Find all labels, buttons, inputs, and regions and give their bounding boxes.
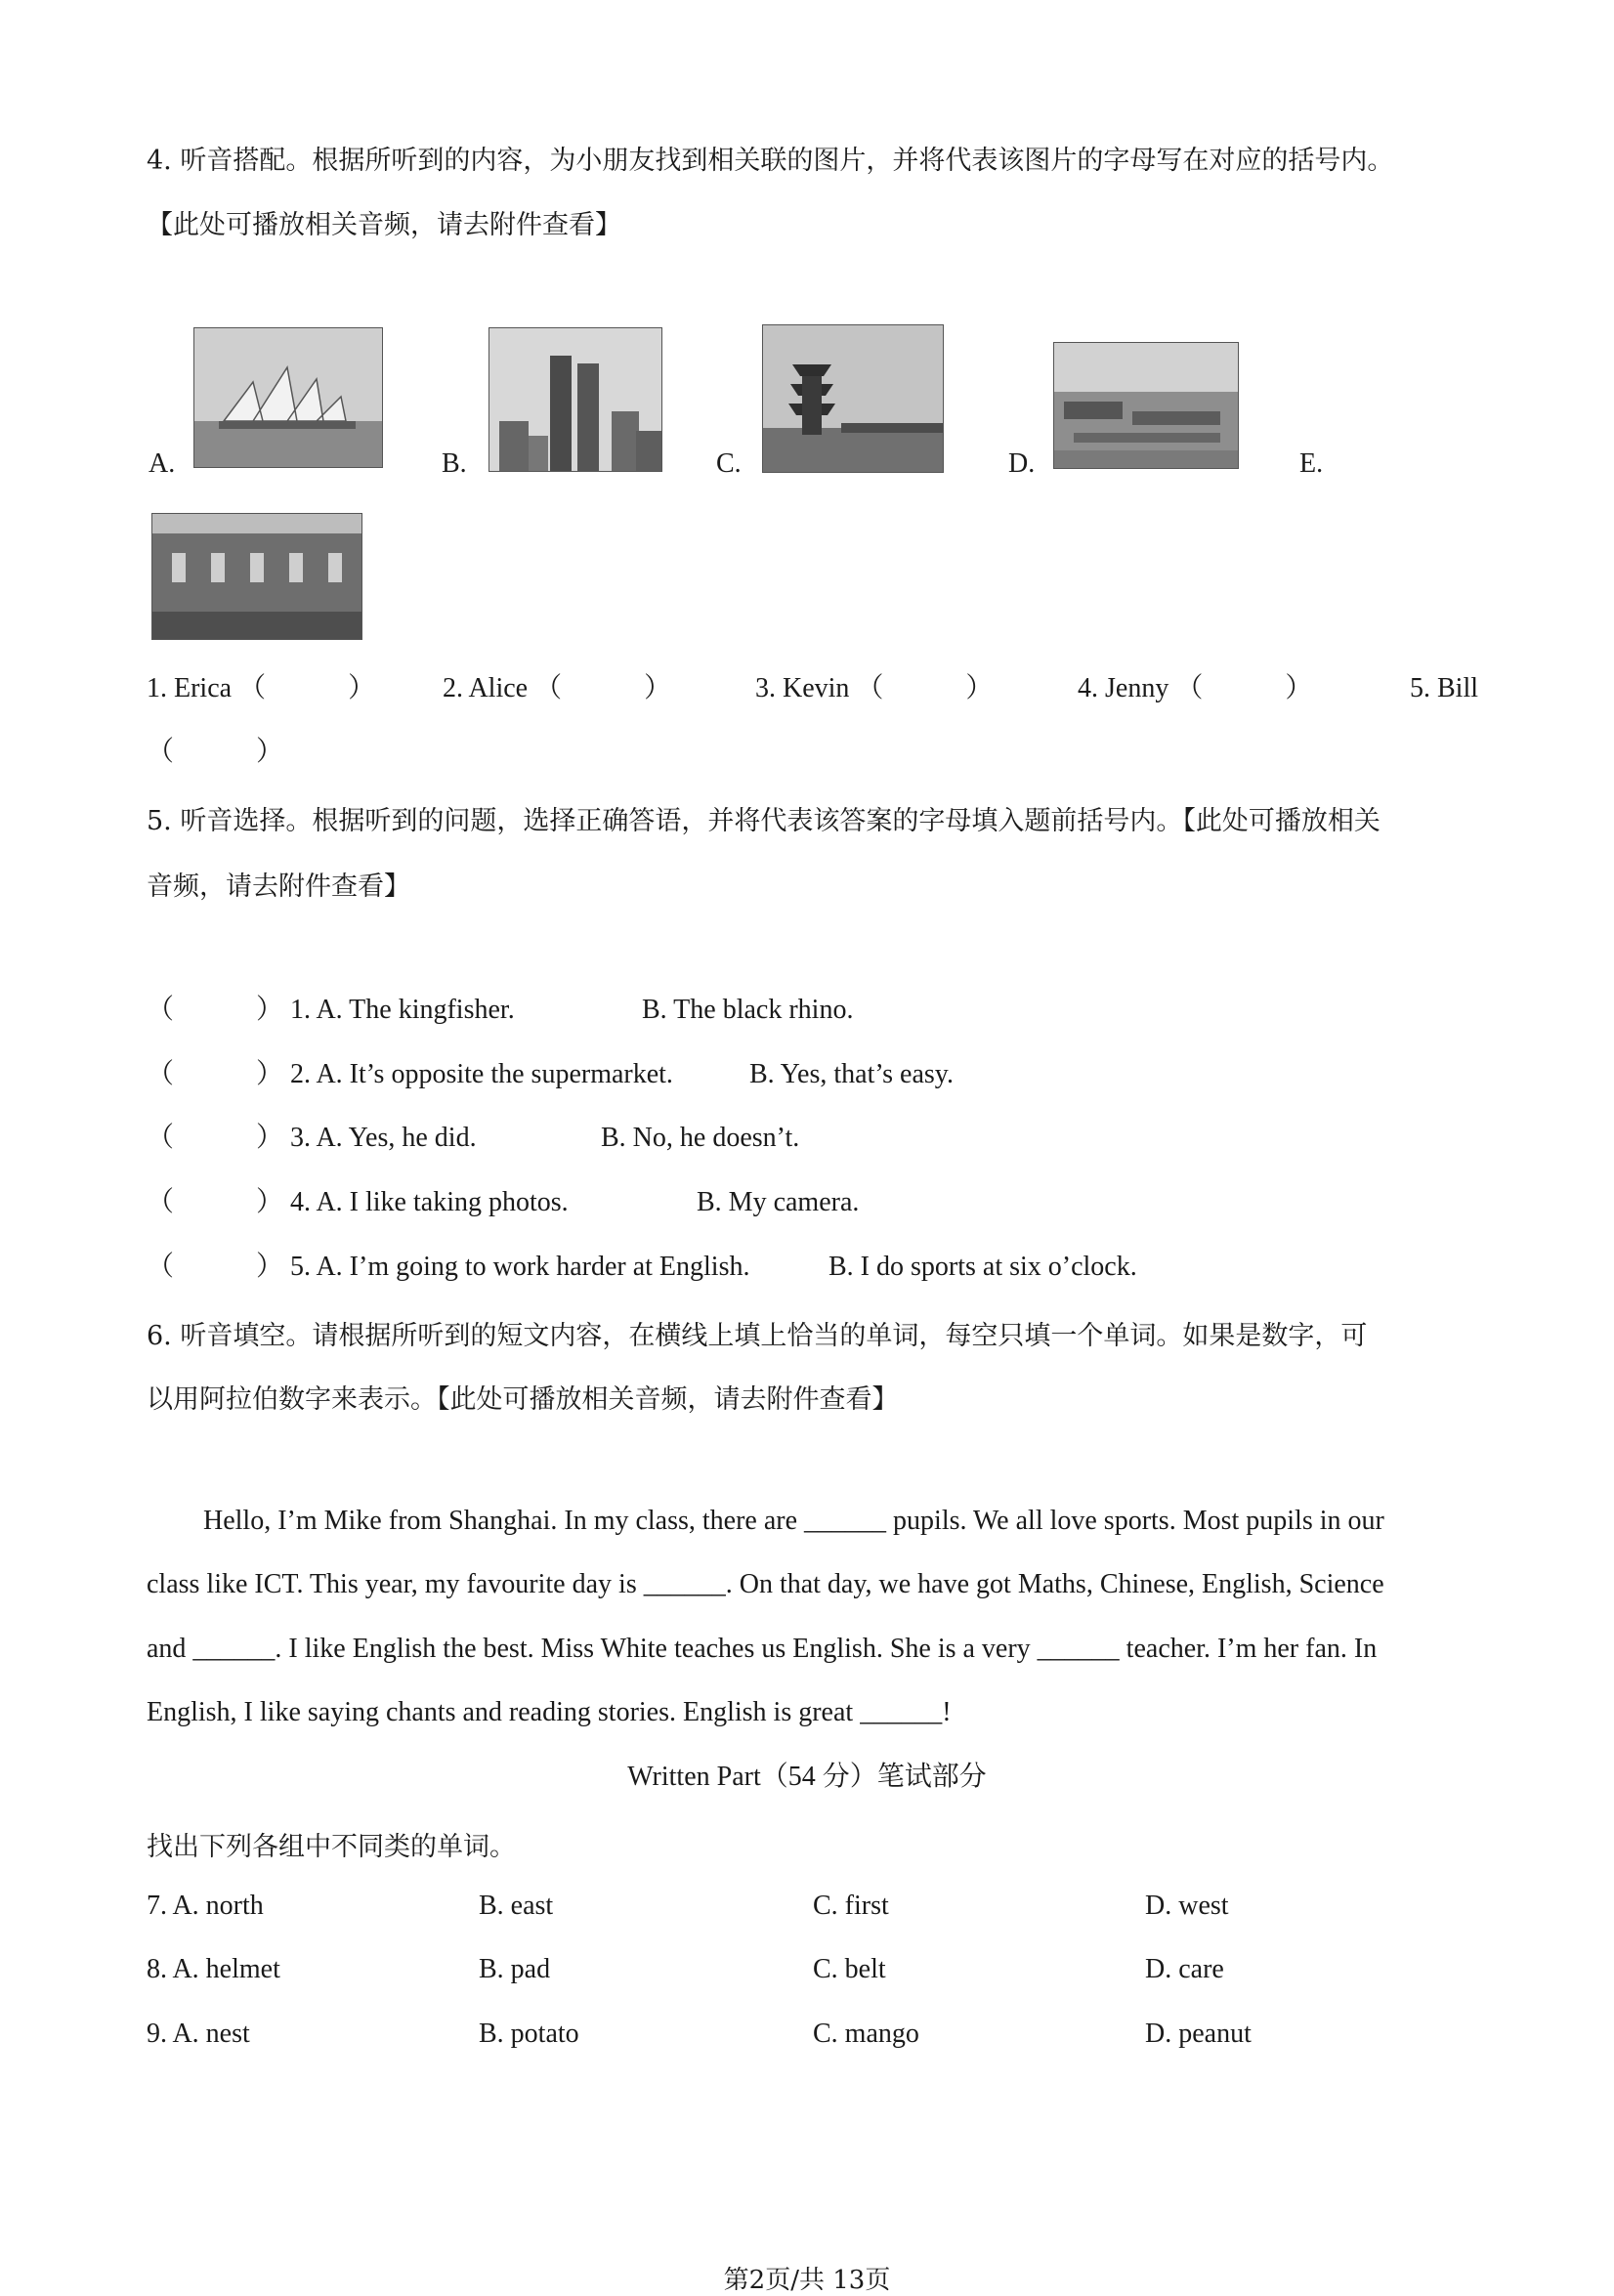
q5-instruction: 5. 听音选择。根据听到的问题，选择正确答语，并将代表该答案的字母填入题前括号内。【此处可播放相关 [147,806,1380,836]
q8-option-c: C. belt [813,1954,886,1984]
match-item-alice: 2. Alice （ ） [443,673,672,703]
q5-1-paren: （ ） [147,995,284,1025]
q9-option-d: D. peanut [1145,2019,1252,2049]
q6-instruction: 6. 听音填空。请根据所听到的短文内容，在横线上填上恰当的单词，每空只填一个单词。如果是数字，可 [147,1321,1368,1351]
match-item-erica: 1. Erica （ ） [147,673,376,703]
passage-line-1: Hello, I’m Mike from Shanghai. In my class, there are ______ pupils. We all love sports. Most pupils in our [203,1506,1384,1536]
q9-option-c: C. mango [813,2019,919,2049]
q7-option-d: D. west [1145,1891,1229,1921]
q5-1-option-a: 1. A. The kingfisher. [290,995,515,1025]
twin-towers-photo [488,327,662,472]
q5-4-option-a: 4. A. I like taking photos. [290,1187,569,1217]
passage-line-4: English, I like saying chants and reading stories. English is great ______! [147,1697,952,1727]
match-item-kevin: 3. Kevin （ ） [755,673,994,703]
option-a-label: A. [149,448,176,479]
odd-one-out-instruction: 找出下列各组中不同类的单词。 [147,1832,516,1862]
passage-line-3: and ______. I like English the best. Miss White teaches us English. She is a very ______ teacher. I’m her fan. In [147,1634,1378,1664]
page-number: 第2页/共 13页 [723,2266,891,2295]
pagoda-tower-photo [762,324,944,473]
q5-5-paren: （ ） [147,1252,284,1282]
q4-instruction: 4. 听音搭配。根据所听到的内容，为小朋友找到相关联的图片，并将代表该图片的字母写在对应的括号内。 [147,146,1394,176]
match-item-jenny: 4. Jenny （ ） [1078,673,1313,703]
passage-line-2: class like ICT. This year, my favourite day is ______. On that day, we have got Maths, Chinese, English, Science [147,1569,1384,1599]
q5-2-option-a: 2. A. It’s opposite the supermarket. [290,1059,673,1089]
q6-audio-note: 以用阿拉伯数字来表示。【此处可播放相关音频，请去附件查看】 [147,1384,899,1415]
match-item-bill: 5. Bill [1410,673,1479,703]
q5-2-option-b: B. Yes, that’s easy. [749,1059,954,1089]
q5-audio-note: 音频，请去附件查看】 [147,872,410,902]
q5-5-option-b: B. I do sports at six o’clock. [828,1252,1137,1282]
forbidden-city-photo [1053,342,1239,469]
option-d-label: D. [1008,448,1036,479]
q7-option-c: C. first [813,1891,889,1921]
q9-option-b: B. potato [479,2019,579,2049]
option-e-label: E. [1299,448,1324,479]
q5-5-option-a: 5. A. I’m going to work harder at English. [290,1252,750,1282]
q9-option-a: 9. A. nest [147,2019,250,2049]
option-b-label: B. [442,448,467,479]
q8-option-b: B. pad [479,1954,551,1984]
match-item-bill-paren: （ ） [147,737,284,767]
q5-4-option-b: B. My camera. [697,1187,860,1217]
option-c-label: C. [716,448,742,479]
q5-3-option-b: B. No, he doesn’t. [601,1123,800,1153]
q5-3-option-a: 3. A. Yes, he did. [290,1123,477,1153]
q4-audio-note: 【此处可播放相关音频，请去附件查看】 [147,210,621,240]
q8-option-a: 8. A. helmet [147,1954,280,1984]
sydney-opera-house-photo [193,327,383,468]
buckingham-palace-photo [151,513,362,640]
q5-4-paren: （ ） [147,1187,284,1217]
q7-option-b: B. east [479,1891,554,1921]
q5-2-paren: （ ） [147,1059,284,1089]
q8-option-d: D. care [1145,1954,1224,1984]
written-part-heading: Written Part（54 分）笔试部分 [627,1762,987,1792]
q5-3-paren: （ ） [147,1123,284,1153]
q5-1-option-b: B. The black rhino. [642,995,854,1025]
q7-option-a: 7. A. north [147,1891,264,1921]
